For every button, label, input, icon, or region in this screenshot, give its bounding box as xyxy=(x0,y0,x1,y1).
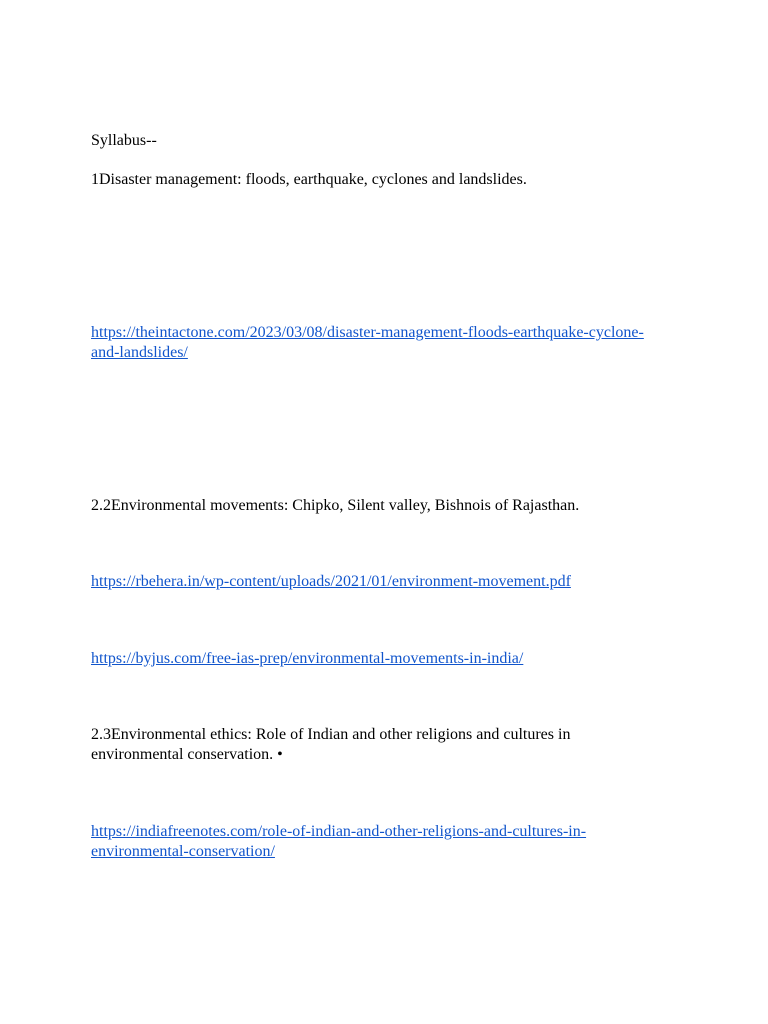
item-environmental-ethics-line2: environmental conservation. • xyxy=(91,746,283,763)
item-environmental-movements: 2.2Environmental movements: Chipko, Silent valley, Bishnois of Rajasthan. xyxy=(91,497,580,514)
link-theintactone-line1[interactable]: https://theintactone.com/2023/03/08/disaster-management-floods-earthquake-cyclone- xyxy=(91,324,644,341)
link-theintactone-line2[interactable]: and-landslides/ xyxy=(91,344,188,361)
link-theintactone[interactable] xyxy=(91,323,691,363)
link-rbehera-text[interactable]: https://rbehera.in/wp-content/uploads/2021/01/environment-movement.pdf xyxy=(91,573,571,590)
link-indiafreenotes-line2[interactable]: environmental-conservation/ xyxy=(91,843,275,860)
link-byjus[interactable] xyxy=(91,649,691,669)
link-byjus-text[interactable]: https://byjus.com/free-ias-prep/environmental-movements-in-india/ xyxy=(91,650,524,667)
syllabus-heading: Syllabus-- xyxy=(91,132,157,149)
item-environmental-ethics-line1: 2.3Environmental ethics: Role of Indian and other religions and cultures in xyxy=(91,726,571,743)
item-environmental-ethics xyxy=(91,725,691,765)
link-rbehera[interactable] xyxy=(91,572,691,592)
item-disaster-management: 1Disaster management: floods, earthquake, cyclones and landslides. xyxy=(91,171,527,188)
link-indiafreenotes[interactable] xyxy=(91,822,691,862)
link-indiafreenotes-line1[interactable]: https://indiafreenotes.com/role-of-indian-and-other-religions-and-cultures-in- xyxy=(91,823,587,840)
